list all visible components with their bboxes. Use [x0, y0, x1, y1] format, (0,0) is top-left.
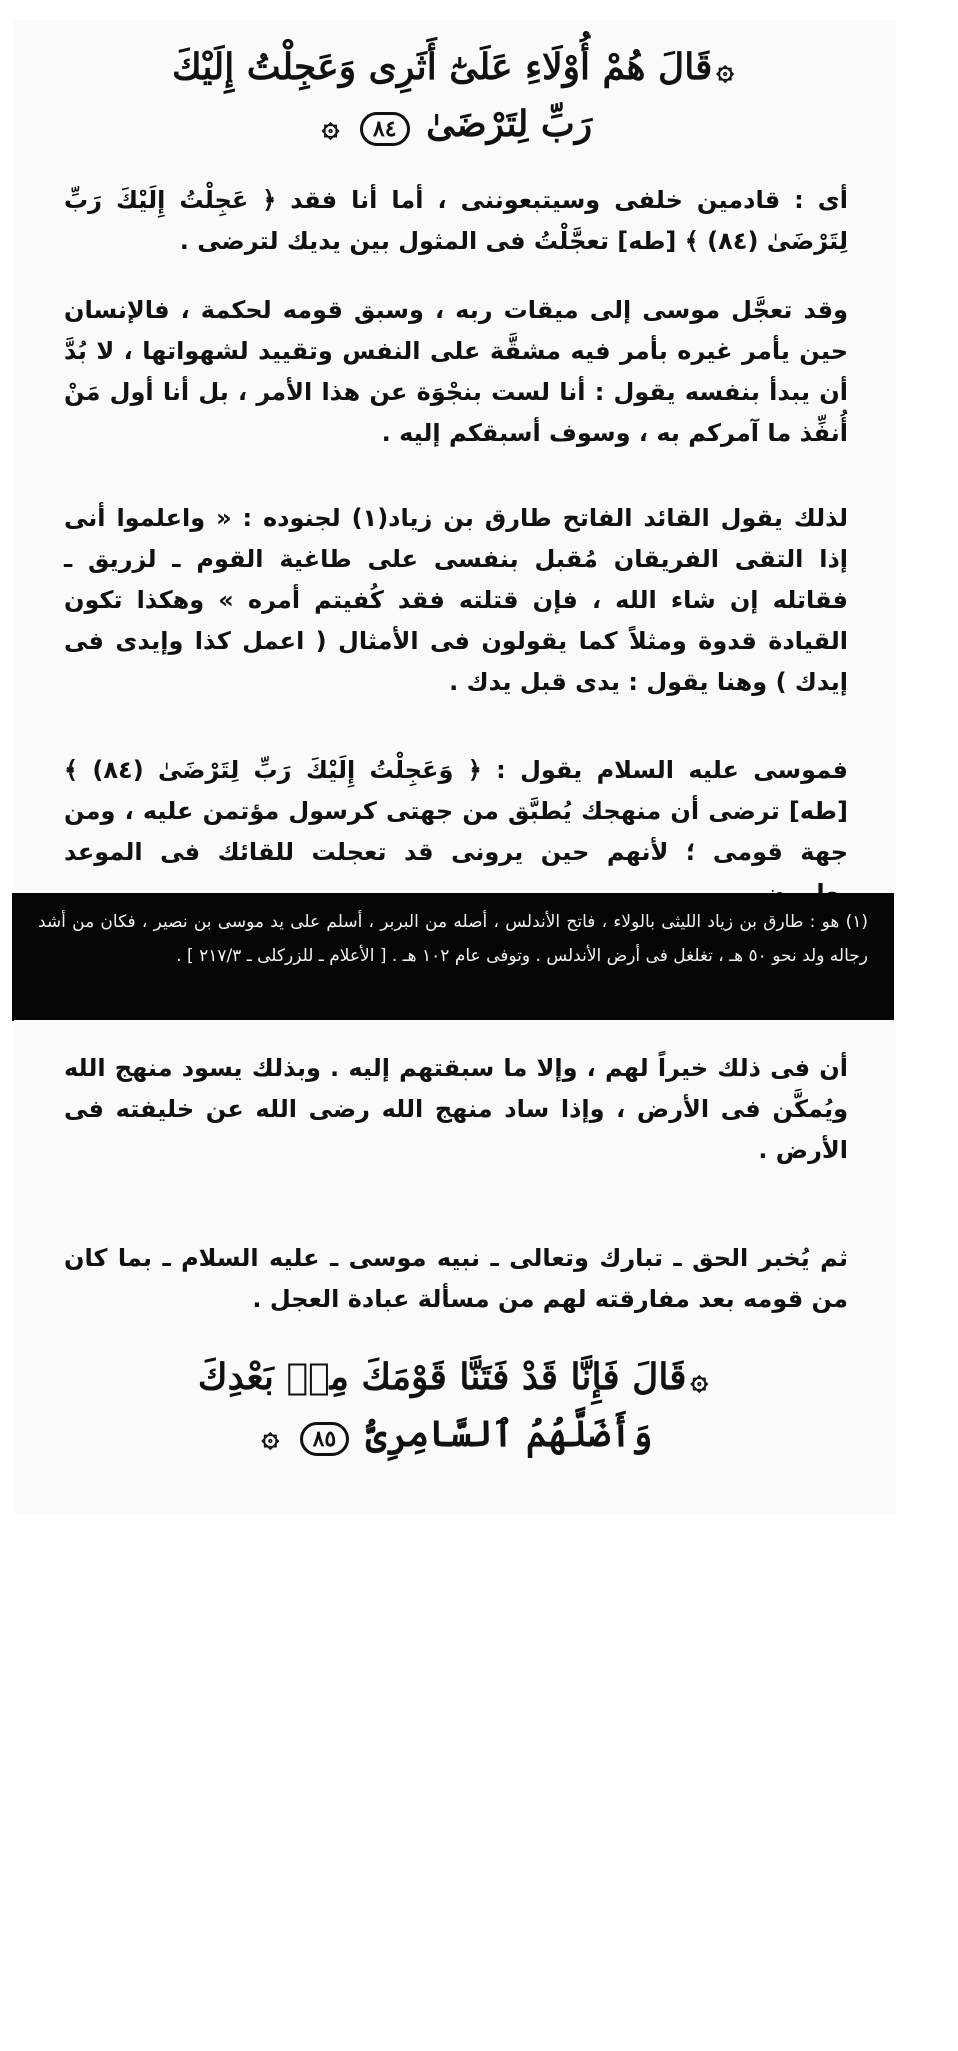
ornament-icon: ۞ [690, 1362, 709, 1397]
paragraph-2: وقد تعجَّل موسى إلى ميقات ربه ، وسبق قومه لحكمة ، فالإنسان حين يأمر غيره بأمر فيه مشقَّة على النفس وتقييد لشهواتها ، لا بُدَّ أن يبدأ بنفسه يقول : أنا لست بنجْوَة عن هذا الأمر ، بل أنا أول مَنْ أُنفِّذ ما آمركم به ، وسوف أسبقكم إليه . [64, 296, 848, 447]
footnote-text: (١) هو : طارق بن زياد الليثى بالولاء ، فاتح الأندلس ، أصله من البربر ، أسلم على يد موسى بن نصير ، فكان من أشد رجاله ولد نحو ٥٠ هـ ، تغلغل فى أرض الأندلس . وتوفى عام ١٠٢ هـ . [ الأعلام ـ للزركلى ـ ٢١٧/٣ ] . [38, 912, 868, 966]
footnote-box [12, 893, 894, 1021]
ornament-icon: ۞ [716, 52, 734, 87]
ornament-icon: ۞ [261, 1419, 280, 1454]
verse-number-badge: ٨٤ [360, 112, 410, 146]
verse-line-2: رَبِّ لِتَرْضَىٰ ٨٤ ۞ [94, 97, 816, 154]
page-bottom [14, 1020, 896, 1513]
verse-heading-84 [94, 40, 816, 154]
paragraph-5: أن فى ذلك خيراً لهم ، وإلا ما سبقتهم إليه . وبذلك يسود منهج الله ويُمكَّن فى الأرض ، وإذا ساد منهج الله رضى الله عن خليفته فى الأرض . [64, 1054, 848, 1164]
verse-line-1: ۞قَالَ فَإِنَّا قَدْ فَتَنَّا قَوْمَكَ مِنۢ بَعْدِكَ [94, 1350, 816, 1407]
verse-line-2: وَأَضَلَّهُمُ ٱلسَّامِرِىُّ ٨٥ ۞ [94, 1407, 816, 1464]
paragraph-3: لذلك يقول القائد الفاتح طارق بن زياد(١) لجنوده : « واعلموا أنى إذا التقى الفريقان مُقبل بنفسى على طاغية القوم ـ لزريق ـ فقاتله إن شاء الله ، فإن قتلته فقد كُفيتم أمره » وهكذا تكون القيادة قدوة ومثلاً كما يقولون فى الأمثال ( اعمل كذا وإيدى فى إيدك ) وهنا يقول : يدى قبل يدك . [64, 504, 848, 696]
verse-heading-85 [94, 1350, 816, 1464]
page-top [14, 20, 896, 893]
paragraph-4: فموسى عليه السلام يقول : ﴿ وَعَجِلْتُ إِلَيْكَ رَبِّ لِتَرْضَىٰ (٨٤) ﴾ [طه] ترضى أن منهجك يُطبَّق من جهتى كرسول مؤتمن عليه ، ومن جهة قومى ؛ لأنهم حين يرونى قد تعجلت للقائك فى الموعد [64, 756, 849, 866]
verse-number-badge: ٨٥ [300, 1422, 350, 1456]
paragraph-1: أى : قادمين خلفى وسيتبعوننى ، أما أنا فقد ﴿ عَجِلْتُ إِلَيْكَ رَبِّ لِتَرْضَىٰ (٨٤) ﴾ [طه] تعجَّلْتُ فى المثول بين يديك لترضى . [64, 186, 848, 255]
verse-line-1: ۞قَالَ هُمْ أُوْلَاءِ عَلَىٰٓ أَثَرِى وَعَجِلْتُ إِلَيْكَ [94, 40, 816, 97]
ornament-icon: ۞ [321, 109, 340, 144]
paragraph-6: ثم يُخبر الحق ـ تبارك وتعالى ـ نبيه موسى ـ عليه السلام ـ بما كان من قومه بعد مفارقته لهم من مسألة عبادة العجل . [64, 1244, 848, 1313]
